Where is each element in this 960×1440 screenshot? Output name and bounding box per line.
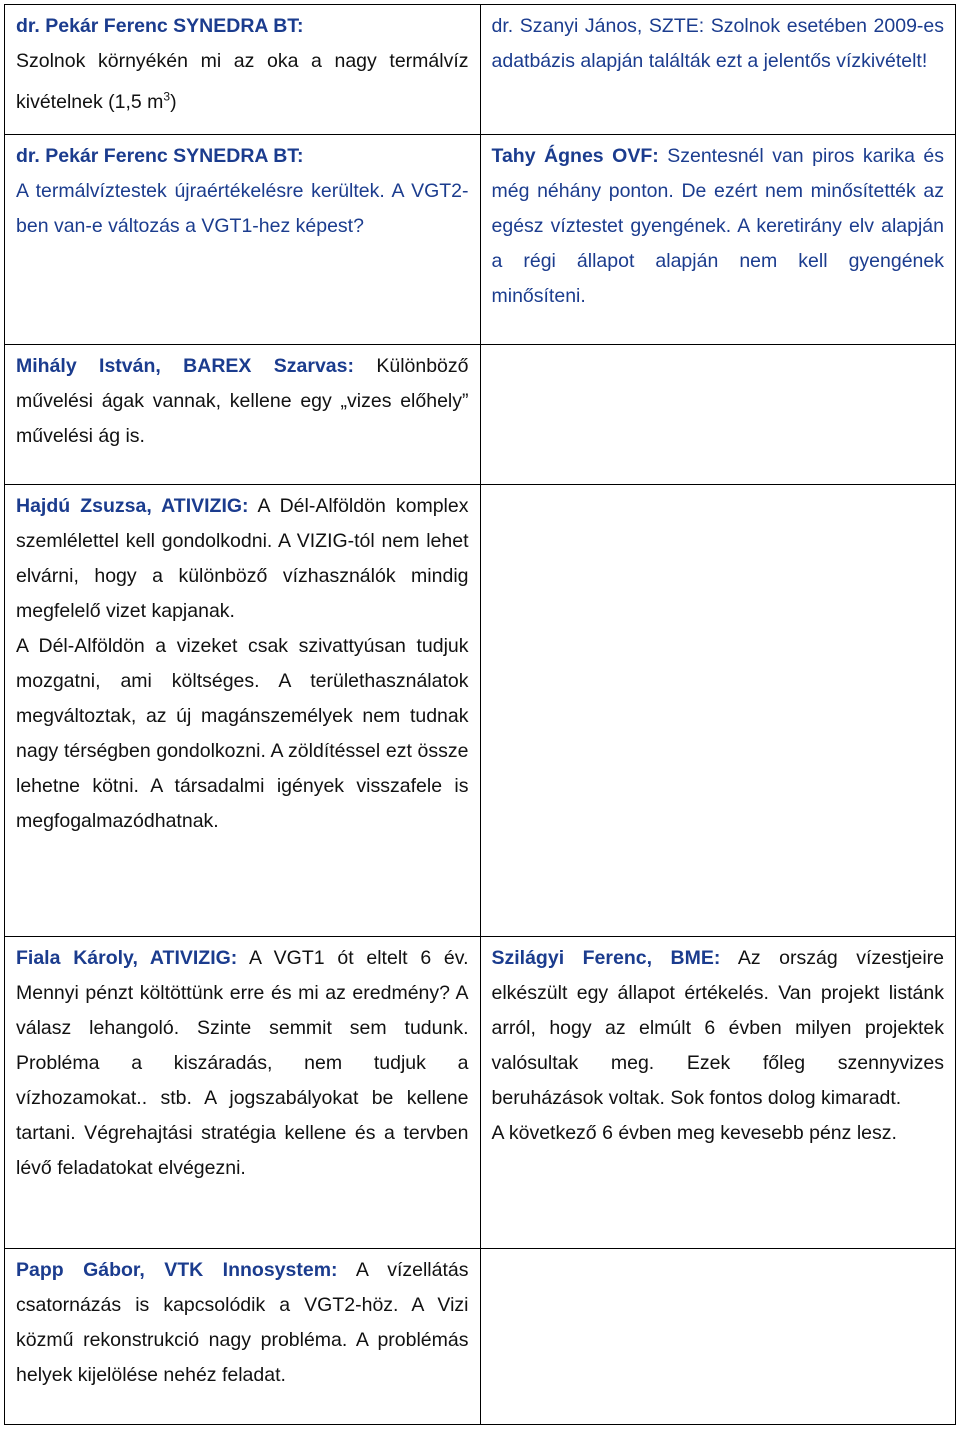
speaker-name: Hajdú Zsuzsa, ATIVIZIG:: [16, 495, 249, 517]
comment-text: A Dél-Alföldön komplex szemlélettel kell gondolkodni. A VIZIG-tól nem lehet elvárni, hogy a különböző vízhasználók mindig megfelelő vizet kapjanak.: [16, 495, 469, 622]
response-text: Szentesnél van piros karika és még néhány ponton. De ezért nem minősítették az egész víztestet gyengének. A keretirány elv alapján a régi állapot alapján nem kell gyengének minősíteni.: [491, 145, 945, 307]
response-cell: [480, 5, 956, 135]
response-cell: [480, 937, 956, 1249]
table-row: [5, 1249, 956, 1425]
empty-response-cell: [480, 1249, 956, 1425]
comment-text: A termálvíztestek újraértékelésre kerültek. A VGT2-ben van-e változás a VGT1-hez képest?: [16, 180, 469, 237]
comment-cell: [5, 1249, 481, 1425]
response-text: Szolnok esetében 2009-es adatbázis alapján találták ezt a jelentős vízkivételt!: [491, 15, 945, 72]
empty-response-cell: [480, 345, 956, 485]
speaker-name: Mihály István, BAREX Szarvas:: [16, 355, 354, 377]
speaker-name: Papp Gábor, VTK Innosystem:: [16, 1259, 338, 1281]
comment-text-continued: A Dél-Alföldön a vizeket csak szivattyúsan tudjuk mozgatni, ami költséges. A területhasználatok megváltoztak, az új magánszemélyek nem tudnak nagy térségben gondolkozni. A zöldítéssel ezt össze lehetne kötni. A társadalmi igények visszafele is megfogalmazódhatnak.: [16, 635, 469, 832]
table-row: [5, 345, 956, 485]
comment-text-end: ): [170, 90, 177, 113]
speaker-name: dr. Szanyi János, SZTE:: [491, 15, 705, 37]
table-row: [5, 485, 956, 937]
comment-text-main: Szolnok környékén mi az oka a nagy termálvíz kivételnek (1,5 m: [16, 50, 469, 113]
speaker-name: Szilágyi Ferenc, BME:: [491, 947, 721, 969]
comment-cell: [5, 345, 481, 485]
comment-cell: [5, 135, 481, 345]
response-cell: [480, 135, 956, 345]
speaker-name: dr. Pekár Ferenc SYNEDRA BT:: [16, 15, 304, 37]
speaker-name: Fiala Károly, ATIVIZIG:: [16, 947, 238, 969]
comment-text: A VGT1 ót eltelt 6 év. Mennyi pénzt költöttünk erre és mi az eredmény? A válasz lehangoló. Szinte semmit sem tudunk. Probléma a kiszáradás, nem tudjuk a vízhozamokat.. stb. A jogszabályokat be kellene tartani. Végrehajtási stratégia kellene és a tervben lévő feladatokat elvégezni.: [16, 947, 469, 1179]
comment-text: A vízellátás csatornázás is kapcsolódik a VGT2-höz. A Vizi közmű rekonstrukció nagy probléma. A problémás helyek kijelölése nehéz feladat.: [16, 1259, 469, 1386]
response-text: Az ország vízestjeire elkészült egy állapot értékelés. Van projekt listánk arról, hogy az elmúlt 6 évben milyen projektek valósultak meg. Ezek főleg szennyvizes beruházások voltak. Sok fontos dolog kimaradt.: [491, 947, 945, 1109]
comment-text: [16, 50, 469, 113]
minutes-table: [4, 4, 956, 1425]
comment-cell: [5, 485, 481, 937]
table-row: [5, 135, 956, 345]
comment-text: Különböző művelési ágak vannak, kellene egy „vizes előhely” művelési ág is.: [16, 355, 469, 447]
table-row: [5, 5, 956, 135]
response-text-continued: A következő 6 évben meg kevesebb pénz lesz.: [491, 1122, 897, 1144]
table-row: [5, 937, 956, 1249]
speaker-name: Tahy Ágnes OVF:: [491, 145, 659, 167]
superscript: 3: [163, 89, 171, 103]
comment-cell: [5, 5, 481, 135]
speaker-name: dr. Pekár Ferenc SYNEDRA BT:: [16, 145, 304, 167]
comment-cell: [5, 937, 481, 1249]
empty-response-cell: [480, 485, 956, 937]
